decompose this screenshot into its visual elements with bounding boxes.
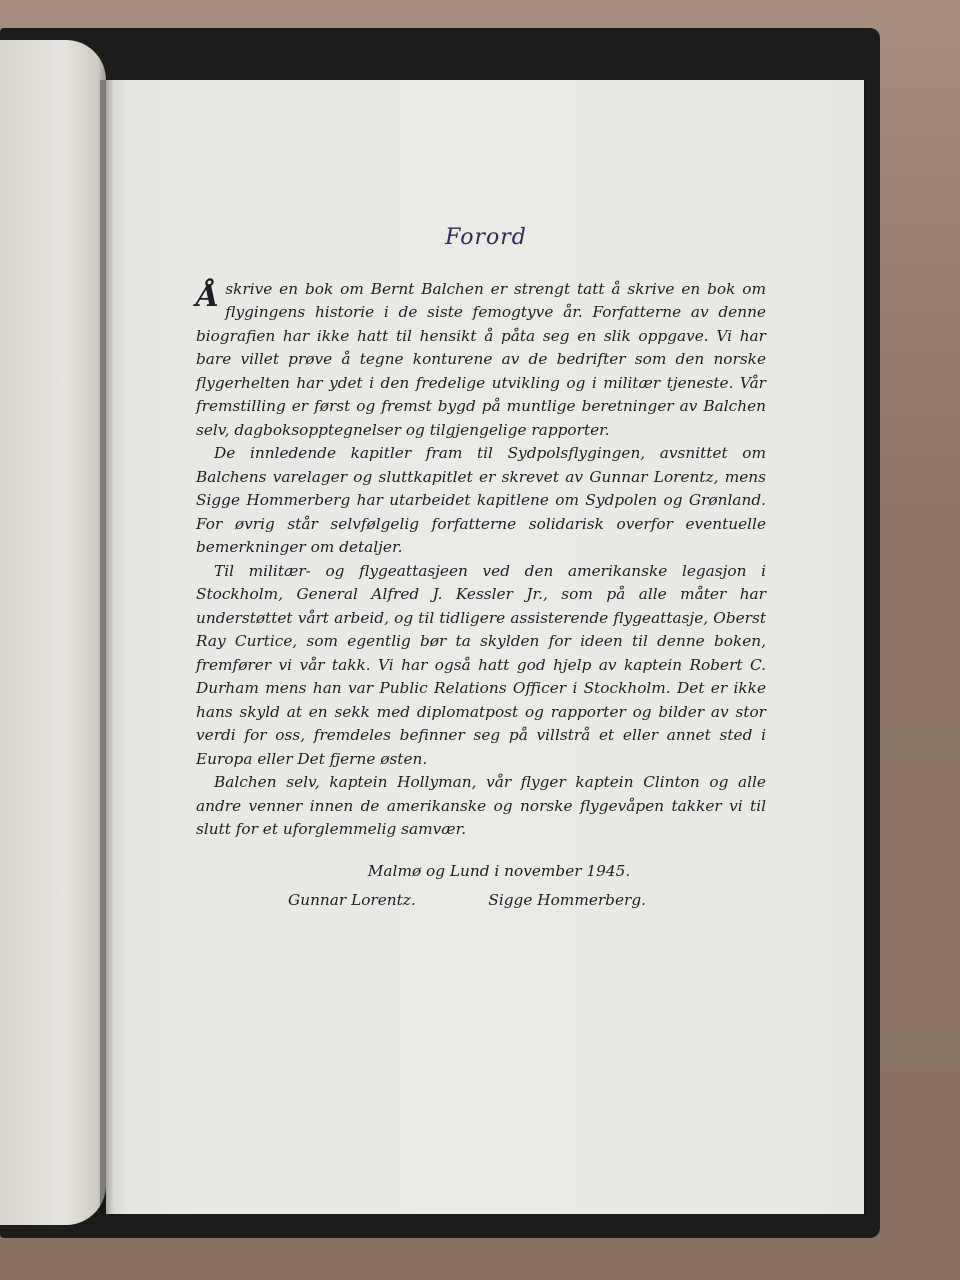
drop-cap: Å — [196, 278, 220, 314]
page-content — [196, 226, 766, 913]
dateline: Malmø og Lund i november 1945. — [367, 861, 631, 880]
signatures — [196, 889, 766, 913]
left-page-edge — [0, 40, 106, 1225]
paragraph-1 — [196, 278, 766, 443]
paragraph-1-text: skrive en bok om Bernt Balchen er strengt tatt å skrive en bok om flygingens historie i de siste femogtyve år. Forfatterne av denne biografien har ikke hatt til hensikt å påta seg en slik oppgave. Vi har bare villet prøve å tegne konturene av de bedrifter som den norske flygerhelten har ydet i den fredelige utvikling og i militær tjeneste. Vår fremstilling er først og fremst bygd på muntlige beretninger av Balchen selv, dagboksopptegnelser og tilgjengelige rapporter. — [196, 279, 766, 439]
paragraph-3: Til militær- og flygeattasjeen ved den amerikanske legasjon i Stockholm, General Alfred J. Kessler Jr., som på alle måter har understøttet vårt arbeid, og til tidligere assisterende flygeattasje, Oberst Ray Curtice, som egentlig bør ta skylden for ideen til denne boken, fremfører vi vår takk. Vi har også hatt god hjelp av kaptein Robert C. Durham mens han var Public Relations Officer i Stockholm. Det er ikke hans skyld at en sekk med diplomatpost og rapporter og bilder av stor verdi for oss, fremdeles befinner seg på villstrå et eller annet sted i Europa eller Det fjerne østen. — [196, 561, 766, 768]
signature-sigge-hommerberg: Sigge Hommerberg. — [488, 891, 646, 909]
spine-shadow — [100, 80, 114, 1214]
signature-gunnar-lorentz: Gunnar Lorentz. — [288, 891, 416, 909]
paragraph-4: Balchen selv, kaptein Hollyman, vår flyger kaptein Clinton og alle andre venner innen de amerikanske og norske flygevåpen takker vi til slutt for et uforglemmelig samvær. — [196, 773, 766, 838]
page-title: Forord — [445, 225, 527, 250]
paragraph-2: De innledende kapitler fram til Sydpolsflygingen, avsnittet om Balchens varelager og sluttkapitlet er skrevet av Gunnar Lorentz, mens Sigge Hommerberg har utarbeidet kapitlene om Sydpolen og Grønland. For øvrig står selvfølgelig forfatterne solidarisk overfor eventuelle bemerkninger om detaljer. — [196, 444, 766, 556]
